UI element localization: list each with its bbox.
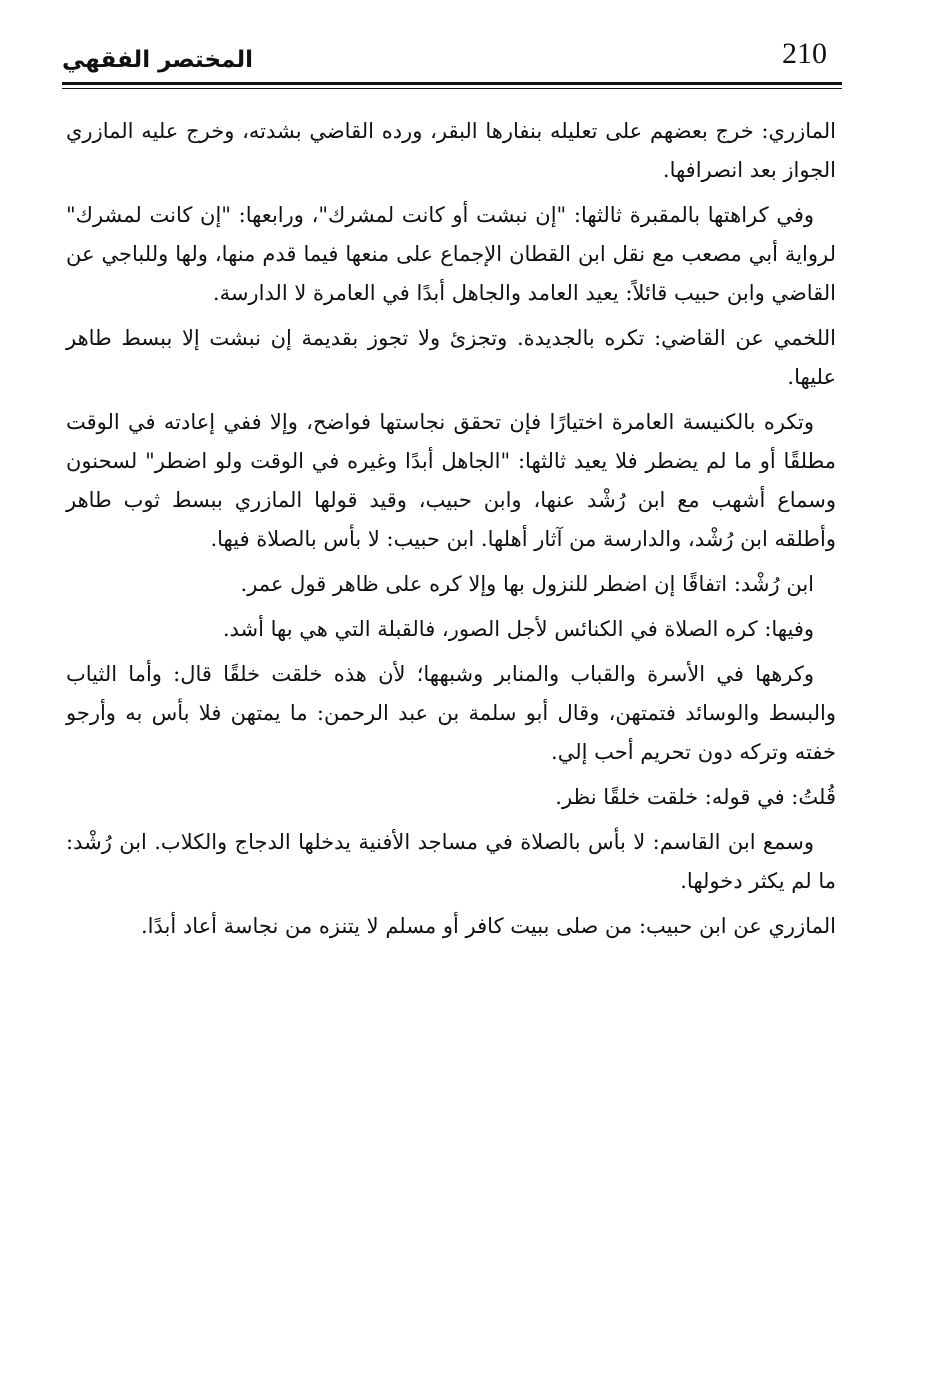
- header-rule-thick: [62, 82, 842, 85]
- paragraph: وتكره بالكنيسة العامرة اختيارًا فإن تحقق نجاستها فواضح، وإلا ففي إعادته في الوقت مطلقًا أو ما لم يضطر فلا يعيد ثالثها: "الجاهل أبدًا وغيره في الوقت ولو اضطر" لسحنون وسماع أشهب مع ابن رُشْد عنها، وابن حبيب، وقيد قولها المازري ببسط ثوب طاهر وأطلقه ابن رُشْد، والدارسة من آثار أهلها. ابن حبيب: لا بأس بالصلاة فيها.: [66, 410, 836, 551]
- paragraph: وفي كراهتها بالمقبرة ثالثها: "إن نبشت أو كانت لمشرك"، ورابعها: "إن كانت لمشرك" لرواية أبي مصعب مع نقل ابن القطان الإجماع على منعها فيما قدم منها، ولها وللباجي عن القاضي وابن حبيب قائلاً: يعيد العامد والجاهل أبدًا في العامرة لا الدارسة.: [66, 203, 837, 305]
- text-body: [66, 112, 836, 952]
- paragraph: وفيها: كره الصلاة في الكنائس لأجل الصور، فالقبلة التي هي بها أشد.: [222, 617, 814, 641]
- paragraph: المازري عن ابن حبيب: من صلى ببيت كافر أو مسلم لا يتنزه من نجاسة أعاد أبدًا.: [140, 914, 836, 938]
- page-number: 210: [782, 37, 827, 70]
- running-title: المختصر الفقهي: [62, 47, 253, 73]
- paragraph: اللخمي عن القاضي: تكره بالجديدة. وتجزئ ولا تجوز بقديمة إن نبشت إلا ببسط طاهر عليها.: [66, 326, 836, 389]
- paragraph: وكرهها في الأسرة والقباب والمنابر وشبهها؛ لأن هذه خلقت خلقًا قال: وأما الثياب والبسط والوسائد فتمتهن، وقال أبو سلمة بن عبد الرحمن: ما يمتهن فلا بأس به وأرجو خفته وتركه دون تحريم أحب إلي.: [66, 662, 836, 764]
- paragraph: قُلتُ: في قوله: خلقت خلقًا نظر.: [555, 785, 836, 809]
- paragraph: وسمع ابن القاسم: لا بأس بالصلاة في مساجد الأفنية يدخلها الدجاج والكلاب. ابن رُشْد: ما لم يكثر دخولها.: [66, 830, 836, 893]
- paragraph: المازري: خرج بعضهم على تعليله بنفارها البقر، ورده القاضي بشدته، وخرج عليه المازري الجواز بعد انصرافها.: [66, 119, 836, 182]
- page-header: [62, 30, 842, 94]
- paragraph: ابن رُشْد: اتفاقًا إن اضطر للنزول بها وإلا كره على ظاهر قول عمر.: [240, 572, 814, 596]
- header-rule-thin: [62, 88, 842, 89]
